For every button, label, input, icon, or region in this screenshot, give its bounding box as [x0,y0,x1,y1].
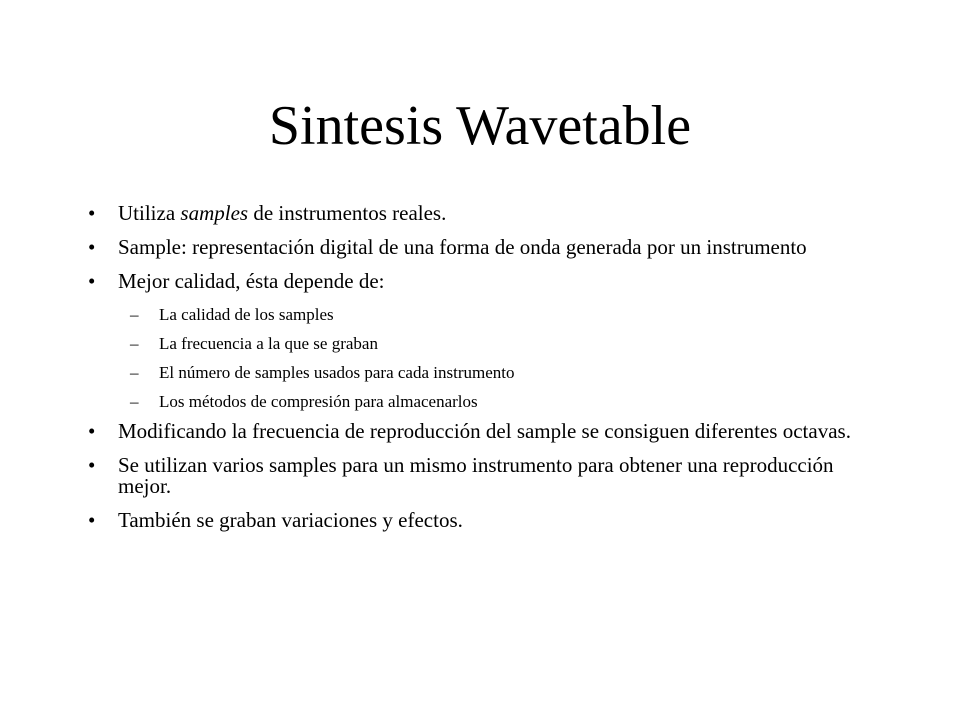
bullet-text: Mejor calidad, ésta depende de: [118,269,385,293]
sub-item [88,305,888,324]
bullet-marker: • [88,419,96,443]
sub-marker: – [130,334,139,353]
bullet-marker: • [88,269,96,293]
sub-item [88,392,888,411]
bullet-text-prefix: Utiliza [118,201,181,225]
bullet-marker: • [88,235,96,259]
bullet-list [88,203,888,292]
sub-marker: – [130,305,139,324]
slide-content [88,203,888,544]
sub-item-text: La calidad de los samples [159,305,334,324]
slide-title: Sintesis Wavetable [268,95,692,157]
bullet-text-suffix: de instrumentos reales. [248,201,447,225]
bullet-item-effects [88,510,888,531]
bullet-item-samples [88,203,888,224]
bullet-text-emphasis: samples [180,201,249,225]
bullet-text: Modificando la frecuencia de reproducción del sample se consiguen diferentes octavas. [118,419,851,443]
sub-marker: – [130,392,139,411]
sub-item-text: La frecuencia a la que se graban [159,334,378,353]
bullet-marker: • [88,453,96,477]
sub-bullet-list [88,305,888,411]
bullet-marker: • [88,508,96,532]
bullet-text: Se utilizan varios samples para un mismo instrumento para obtener una reproducción mejor. [118,453,834,498]
bullet-list-continued [88,421,888,531]
sub-marker: – [130,363,139,382]
bullet-text: Sample: representación digital de una forma de onda generada por un instrumento [118,235,807,259]
bullet-item-sample-definition [88,237,888,258]
sub-item-text: Los métodos de compresión para almacenarlos [159,392,478,411]
bullet-item-multisample [88,455,888,497]
sub-item-text: El número de samples usados para cada instrumento [159,363,515,382]
sub-item [88,334,888,353]
bullet-item-quality [88,271,888,292]
bullet-text: También se graban variaciones y efectos. [118,508,463,532]
sub-item [88,363,888,382]
bullet-item-octaves [88,421,888,442]
bullet-marker: • [88,201,96,225]
